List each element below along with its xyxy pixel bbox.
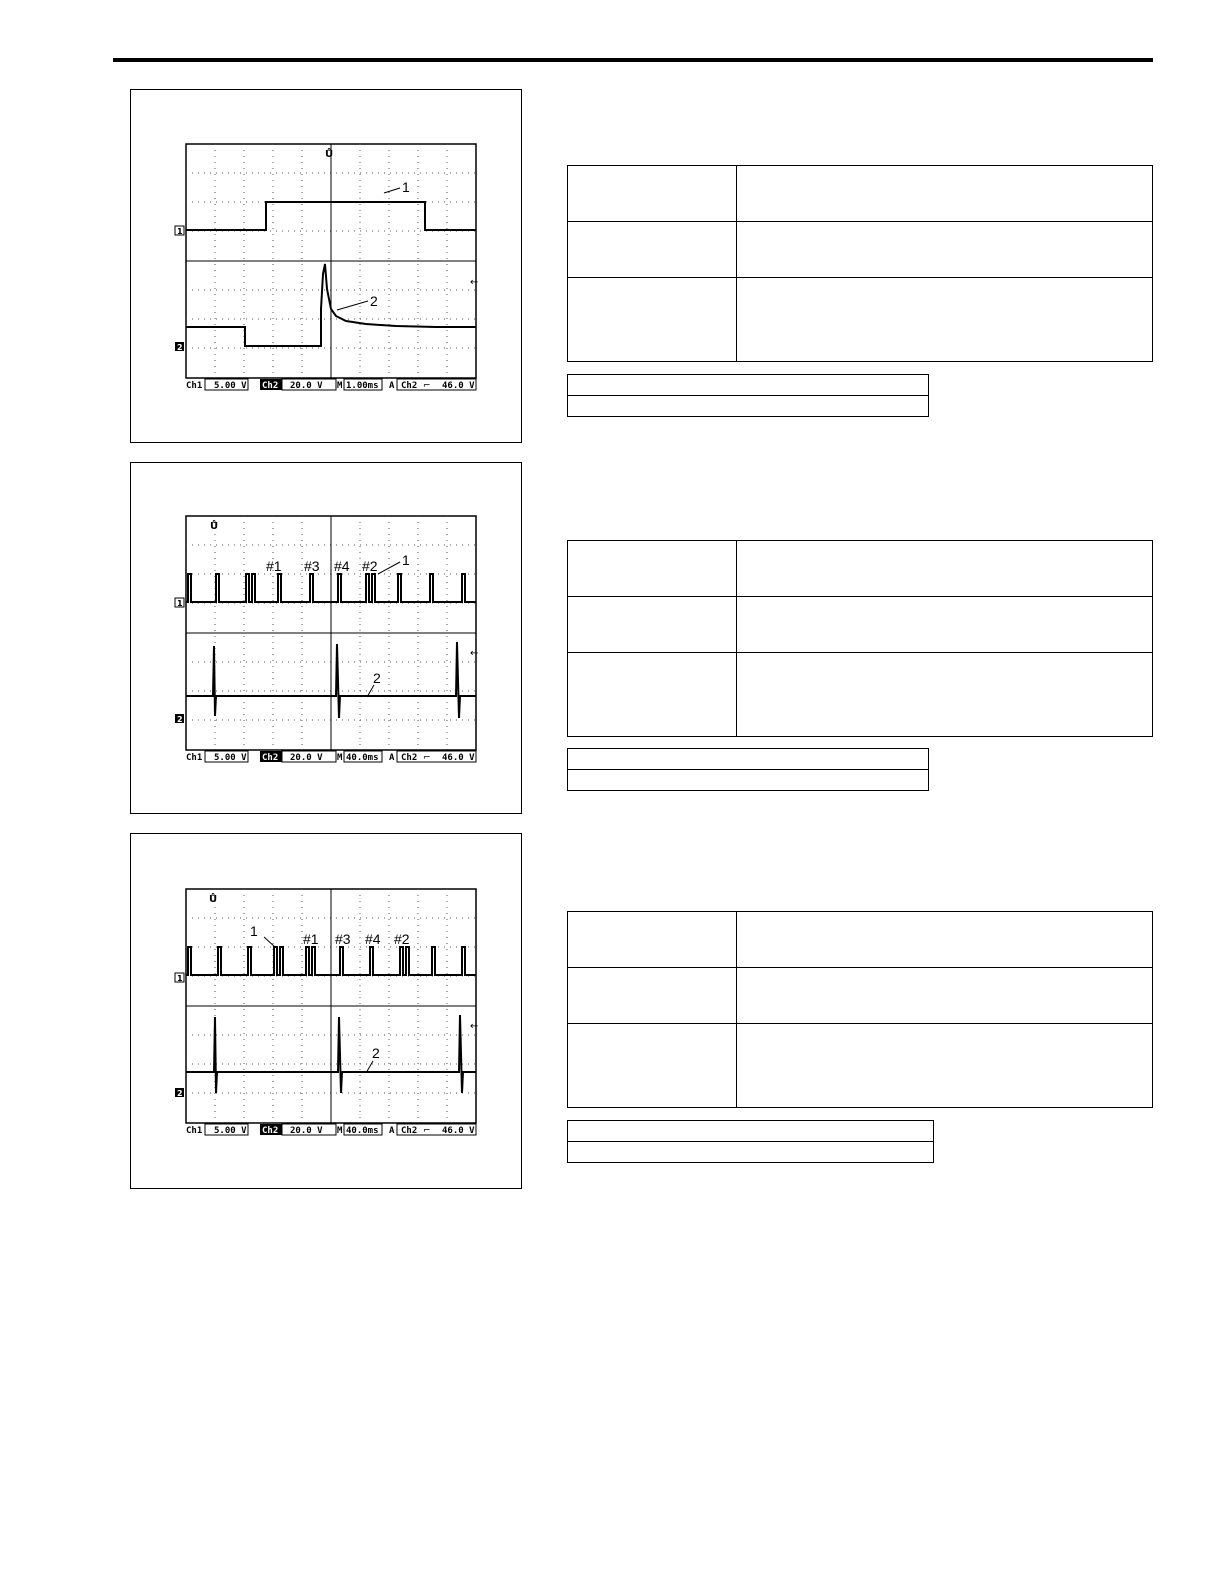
oscilloscope-screen-3 (131, 834, 523, 1190)
trigger-level-icon: ← (470, 1021, 479, 1032)
svg-text:M: M (337, 753, 343, 763)
trigger-position-icon: Ů (210, 521, 219, 532)
falling-edge-icon: ⌐ (423, 753, 431, 763)
ch2-marker: 2 (177, 1089, 183, 1098)
svg-text:Ch1: Ch1 (186, 1126, 203, 1136)
svg-text:Ch2: Ch2 (401, 753, 418, 763)
caption-table-3 (567, 1120, 934, 1163)
callout-1: 1 (402, 552, 410, 568)
oscilloscope-screen-1 (131, 90, 523, 444)
svg-text:Ch2: Ch2 (262, 753, 279, 763)
ch1-marker: 1 (177, 227, 183, 236)
ch2-label: Ch2 (262, 381, 279, 391)
trigger-channel: Ch2 (401, 381, 418, 391)
ch2-scale: 20.0 V (290, 381, 323, 391)
svg-text:20.0 V: 20.0 V (290, 753, 323, 763)
svg-text:40.0ms: 40.0ms (346, 1126, 379, 1136)
svg-text:5.00 V: 5.00 V (214, 1126, 247, 1136)
trigger-level-icon: ← (470, 277, 479, 288)
trigger-level-icon: ← (470, 648, 479, 659)
callout-1: 1 (402, 179, 410, 195)
status-bar (186, 751, 476, 763)
svg-text:Ch1: Ch1 (186, 753, 203, 763)
svg-text:20.0 V: 20.0 V (290, 1126, 323, 1136)
caption-table-1 (567, 374, 929, 417)
ch1-marker: 1 (177, 599, 183, 608)
callout-1: 1 (250, 923, 258, 939)
cylinder-label-2: #2 (362, 558, 378, 574)
time-prefix: M (337, 381, 343, 391)
trigger-level: 46.0 V (442, 381, 475, 391)
trigger-position-icon: Ů (325, 149, 334, 160)
cylinder-label-1: #1 (266, 558, 282, 574)
callout-2: 2 (373, 670, 381, 686)
svg-text:Ch2: Ch2 (262, 1126, 279, 1136)
cylinder-label-4: #4 (365, 931, 381, 947)
callout-2: 2 (370, 293, 378, 309)
svg-text:5.00 V: 5.00 V (214, 753, 247, 763)
ch1-marker: 1 (177, 974, 183, 983)
ch2-marker: 2 (177, 715, 183, 724)
status-bar (186, 379, 476, 391)
trigger-prefix: A (389, 381, 395, 391)
cylinder-label-3: #3 (304, 558, 320, 574)
header-rule (113, 58, 1153, 62)
ch1-scale: 5.00 V (214, 381, 247, 391)
oscilloscope-figure-2 (130, 462, 522, 814)
svg-text:Ch2: Ch2 (401, 1126, 418, 1136)
oscilloscope-figure-1 (130, 89, 522, 443)
status-bar (186, 1124, 476, 1136)
oscilloscope-figure-3 (130, 833, 522, 1189)
callout-2: 2 (372, 1045, 380, 1061)
cylinder-label-1: #1 (303, 931, 319, 947)
svg-text:46.0 V: 46.0 V (442, 753, 475, 763)
cylinder-label-2: #2 (394, 931, 410, 947)
svg-text:A: A (389, 753, 395, 763)
falling-edge-icon: ⌐ (423, 381, 431, 391)
falling-edge-icon: ⌐ (423, 1126, 431, 1136)
svg-text:46.0 V: 46.0 V (442, 1126, 475, 1136)
trigger-position-icon: Ů (209, 894, 218, 905)
svg-text:M: M (337, 1126, 343, 1136)
ch2-marker: 2 (177, 343, 183, 352)
info-table-2 (567, 540, 1153, 737)
caption-table-2 (567, 748, 929, 791)
ch1-label: Ch1 (186, 381, 203, 391)
svg-text:40.0ms: 40.0ms (346, 753, 379, 763)
cylinder-label-4: #4 (334, 558, 350, 574)
info-table-1 (567, 165, 1153, 362)
time-base: 1.00ms (346, 381, 379, 391)
cylinder-label-3: #3 (335, 931, 351, 947)
svg-text:A: A (389, 1126, 395, 1136)
oscilloscope-screen-2 (131, 463, 523, 815)
info-table-3 (567, 911, 1153, 1108)
